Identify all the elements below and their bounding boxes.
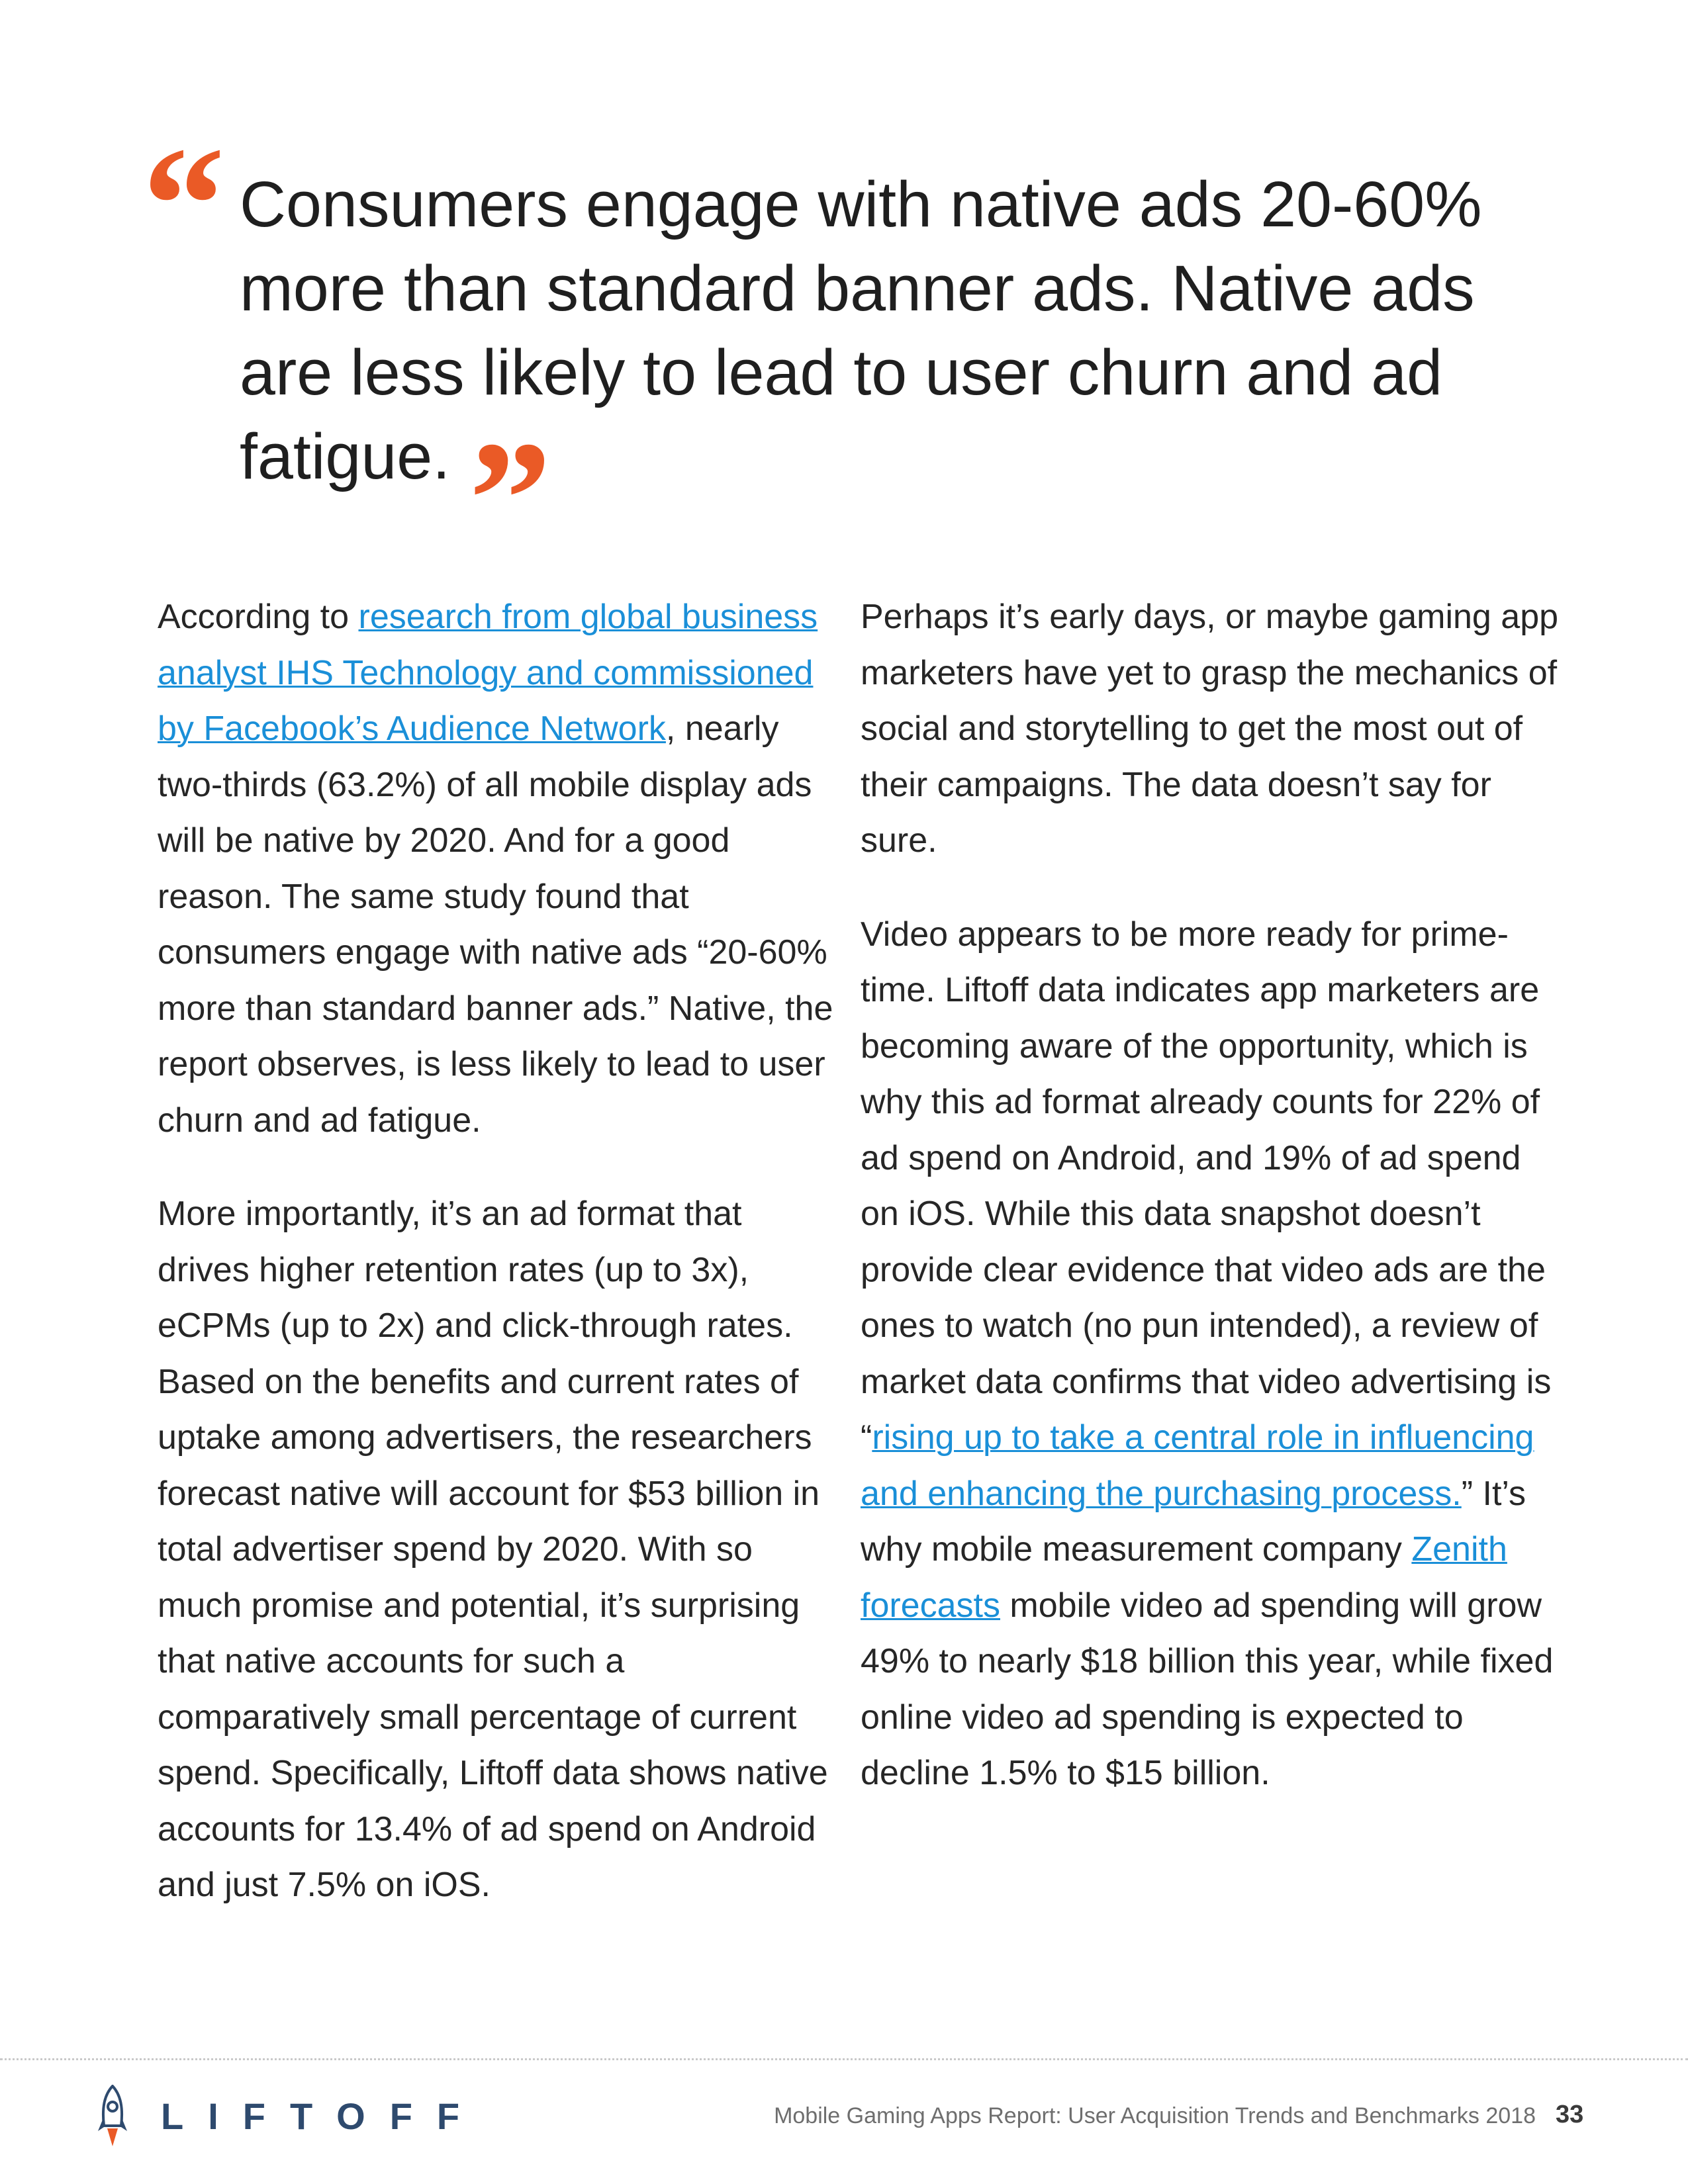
- logo-wordmark: LIFTOFF: [161, 2095, 485, 2137]
- left-paragraph-1: [158, 589, 839, 1148]
- pull-quote-text: Consumers engage with native ads 20-60% more than standard banner ads. Native ads are less likely to lead to user churn and ad fatigue.: [240, 168, 1482, 492]
- liftoff-logo: [96, 2085, 484, 2148]
- right-paragraph-2: [861, 907, 1562, 1801]
- left-p1-rest: , nearly two-thirds (63.2%) of all mobile display ads will be native by 2020. And for a good reason. The same study found that consumers engage with native ads “20-60% more than standard banner ads.” Native, the report observes, is less likely to lead to user churn and ad fatigue.: [158, 709, 833, 1140]
- right-p2-text-c: mobile video ad spending will grow 49% to nearly $18 billion this year, while fixed online video ad spending is expected to decline 1.5% to $15 billion.: [861, 1586, 1554, 1792]
- open-quote-mark: “: [142, 113, 225, 296]
- right-paragraph-1: Perhaps it’s early days, or maybe gaming app marketers have yet to grasp the mechanics of social and storytelling to get the most out of their campaigns. The data doesn’t say for sure.: [861, 598, 1559, 860]
- left-p1-intro: According to: [158, 598, 359, 636]
- page-number: 33: [1556, 2101, 1584, 2128]
- right-p2-text-a: Video appears to be more ready for prime-time. Liftoff data indicates app marketers are becoming aware of the opportunity, which is why this ad format already counts for 22% of ad spend on Android, and 19% of ad spend on iOS. While this data snapshot doesn’t provide clear evidence that video ads are the ones to watch (no pun intended), a review of market data confirms that video advertising is “: [861, 915, 1552, 1457]
- report-title: Mobile Gaming Apps Report: User Acquisition Trends and Benchmarks 2018: [774, 2103, 1536, 2128]
- zenith-forecasts-link[interactable]: Zenith forecasts: [861, 1530, 1507, 1625]
- right-p2-text-b: ” It’s why mobile measurement company: [861, 1474, 1526, 1569]
- left-paragraph-2: More importantly, it’s an ad format that drives higher retention rates (up to 3x), eCPMs (up to 2x) and click-through rates. Based on the benefits and current rates of uptake among advertisers, the researchers forecast native will account for $53 billion in total advertiser spend by 2020. With so much promise and potential, it’s surprising that native accounts for such a comparatively small percentage of current spend. Specifically, Liftoff data shows native accounts for 13.4% of ad spend on Android and just 7.5% on iOS.: [158, 1195, 828, 1904]
- rocket-icon: [96, 2085, 129, 2148]
- footer-divider: [0, 2058, 1688, 2060]
- left-column: [158, 589, 839, 1951]
- close-quote-mark: ”: [469, 408, 552, 591]
- ihs-research-link[interactable]: research from global business analyst IHS Technology and commissioned by Facebook’s Audience Network: [158, 598, 818, 748]
- pull-quote: [240, 162, 1550, 591]
- right-column: [861, 589, 1562, 1839]
- video-purchasing-process-link[interactable]: rising up to take a central role in influencing and enhancing the purchasing process.: [861, 1418, 1534, 1513]
